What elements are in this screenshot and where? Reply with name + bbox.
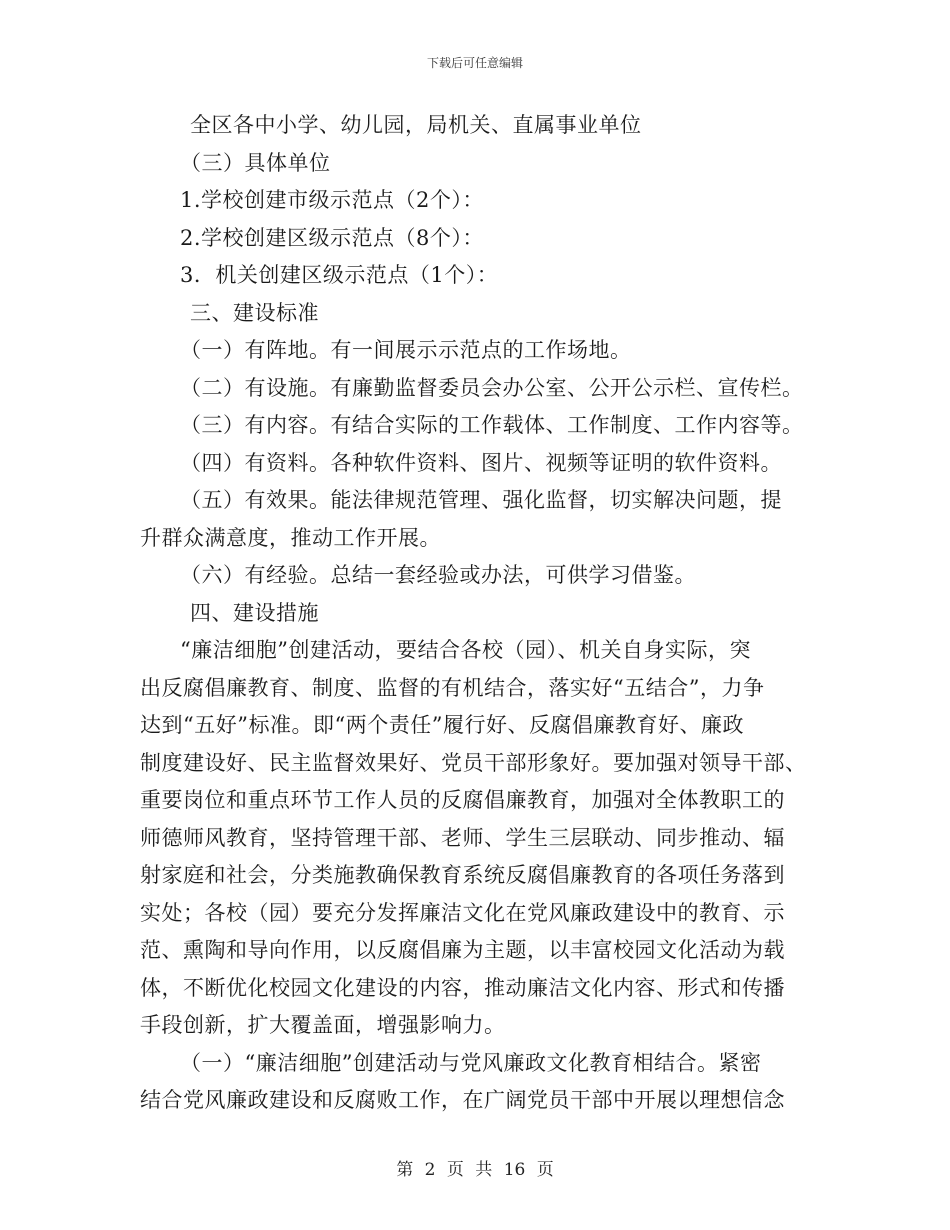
body-line: 升群众满意度，推动工作开展。 — [140, 525, 441, 550]
body-line: （三）有内容。有结合实际的工作载体、工作制度、工作内容等。 — [180, 413, 804, 437]
body-line: （一）“廉洁细胞”创建活动与党风廉政文化教育相结合。紧密 — [180, 1050, 762, 1075]
body-line: 达到“五好”标准。即“两个责任”履行好、反腐倡廉教育好、廉政 — [140, 713, 744, 737]
body-line: （三）具体单位 — [180, 150, 331, 175]
body-line: （二）有设施。有廉勤监督委员会办公室、公开公示栏、宣传栏。 — [180, 375, 804, 400]
document-body — [140, 107, 812, 1120]
body-line: 全区各中小学、幼儿园，局机关、直属事业单位 — [190, 113, 642, 137]
section-heading: 三、建设标准 — [190, 300, 319, 325]
body-line: 体，不断优化校园文化建设的内容，推动廉洁文化内容、形式和传播 — [140, 975, 785, 1000]
body-line: 2.学校创建区级示范点（8个）： — [180, 225, 484, 250]
body-line: 重要岗位和重点环节工作人员的反腐倡廉教育，加强对全体教职工的 — [140, 788, 785, 812]
body-line: 1.学校创建市级示范点（2个）： — [180, 188, 484, 212]
body-line: （一）有阵地。有一间展示示范点的工作场地。 — [180, 338, 632, 362]
body-line: 射家庭和社会，分类施教确保教育系统反腐倡廉教育的各项任务落到 — [140, 863, 785, 887]
body-line: 结合党风廉政建设和反腐败工作，在广阔党员干部中开展以理想信念 — [140, 1088, 785, 1112]
body-line: （五）有效果。能法律规范管理、强化监督，切实解决问题，提 — [180, 488, 782, 512]
body-line: 出反腐倡廉教育、制度、监督的有机结合，落实好“五结合”，力争 — [140, 675, 765, 700]
body-line: 实处；各校（园）要充分发挥廉洁文化在党风廉政建设中的教育、示 — [140, 900, 785, 925]
body-line: 师德师风教育，坚持管理干部、老师、学生三层联动、同步推动、辐 — [140, 825, 785, 850]
body-line: 手段创新，扩大覆盖面，增强影响力。 — [140, 1013, 506, 1037]
body-line: 制度建设好、民主监督效果好、党员干部形象好。要加强对领导干部、 — [140, 750, 807, 775]
page-number: 第 2 页 共 16 页 — [396, 1160, 554, 1180]
body-line: （六）有经验。总结一套经验或办法，可供学习借鉴。 — [180, 563, 696, 587]
body-line: 范、熏陶和导向作用，以反腐倡廉为主题，以丰富校园文化活动为载 — [140, 938, 785, 962]
section-heading: 四、建设措施 — [190, 600, 319, 625]
page-header: 下载后可任意编辑 — [426, 56, 523, 70]
body-line: 3．机关创建区级示范点（1个）： — [180, 263, 499, 287]
body-line: “廉洁细胞”创建活动，要结合各校（园）、机关自身实际，突 — [180, 638, 751, 662]
body-line: （四）有资料。各种软件资料、图片、视频等证明的软件资料。 — [180, 450, 782, 475]
